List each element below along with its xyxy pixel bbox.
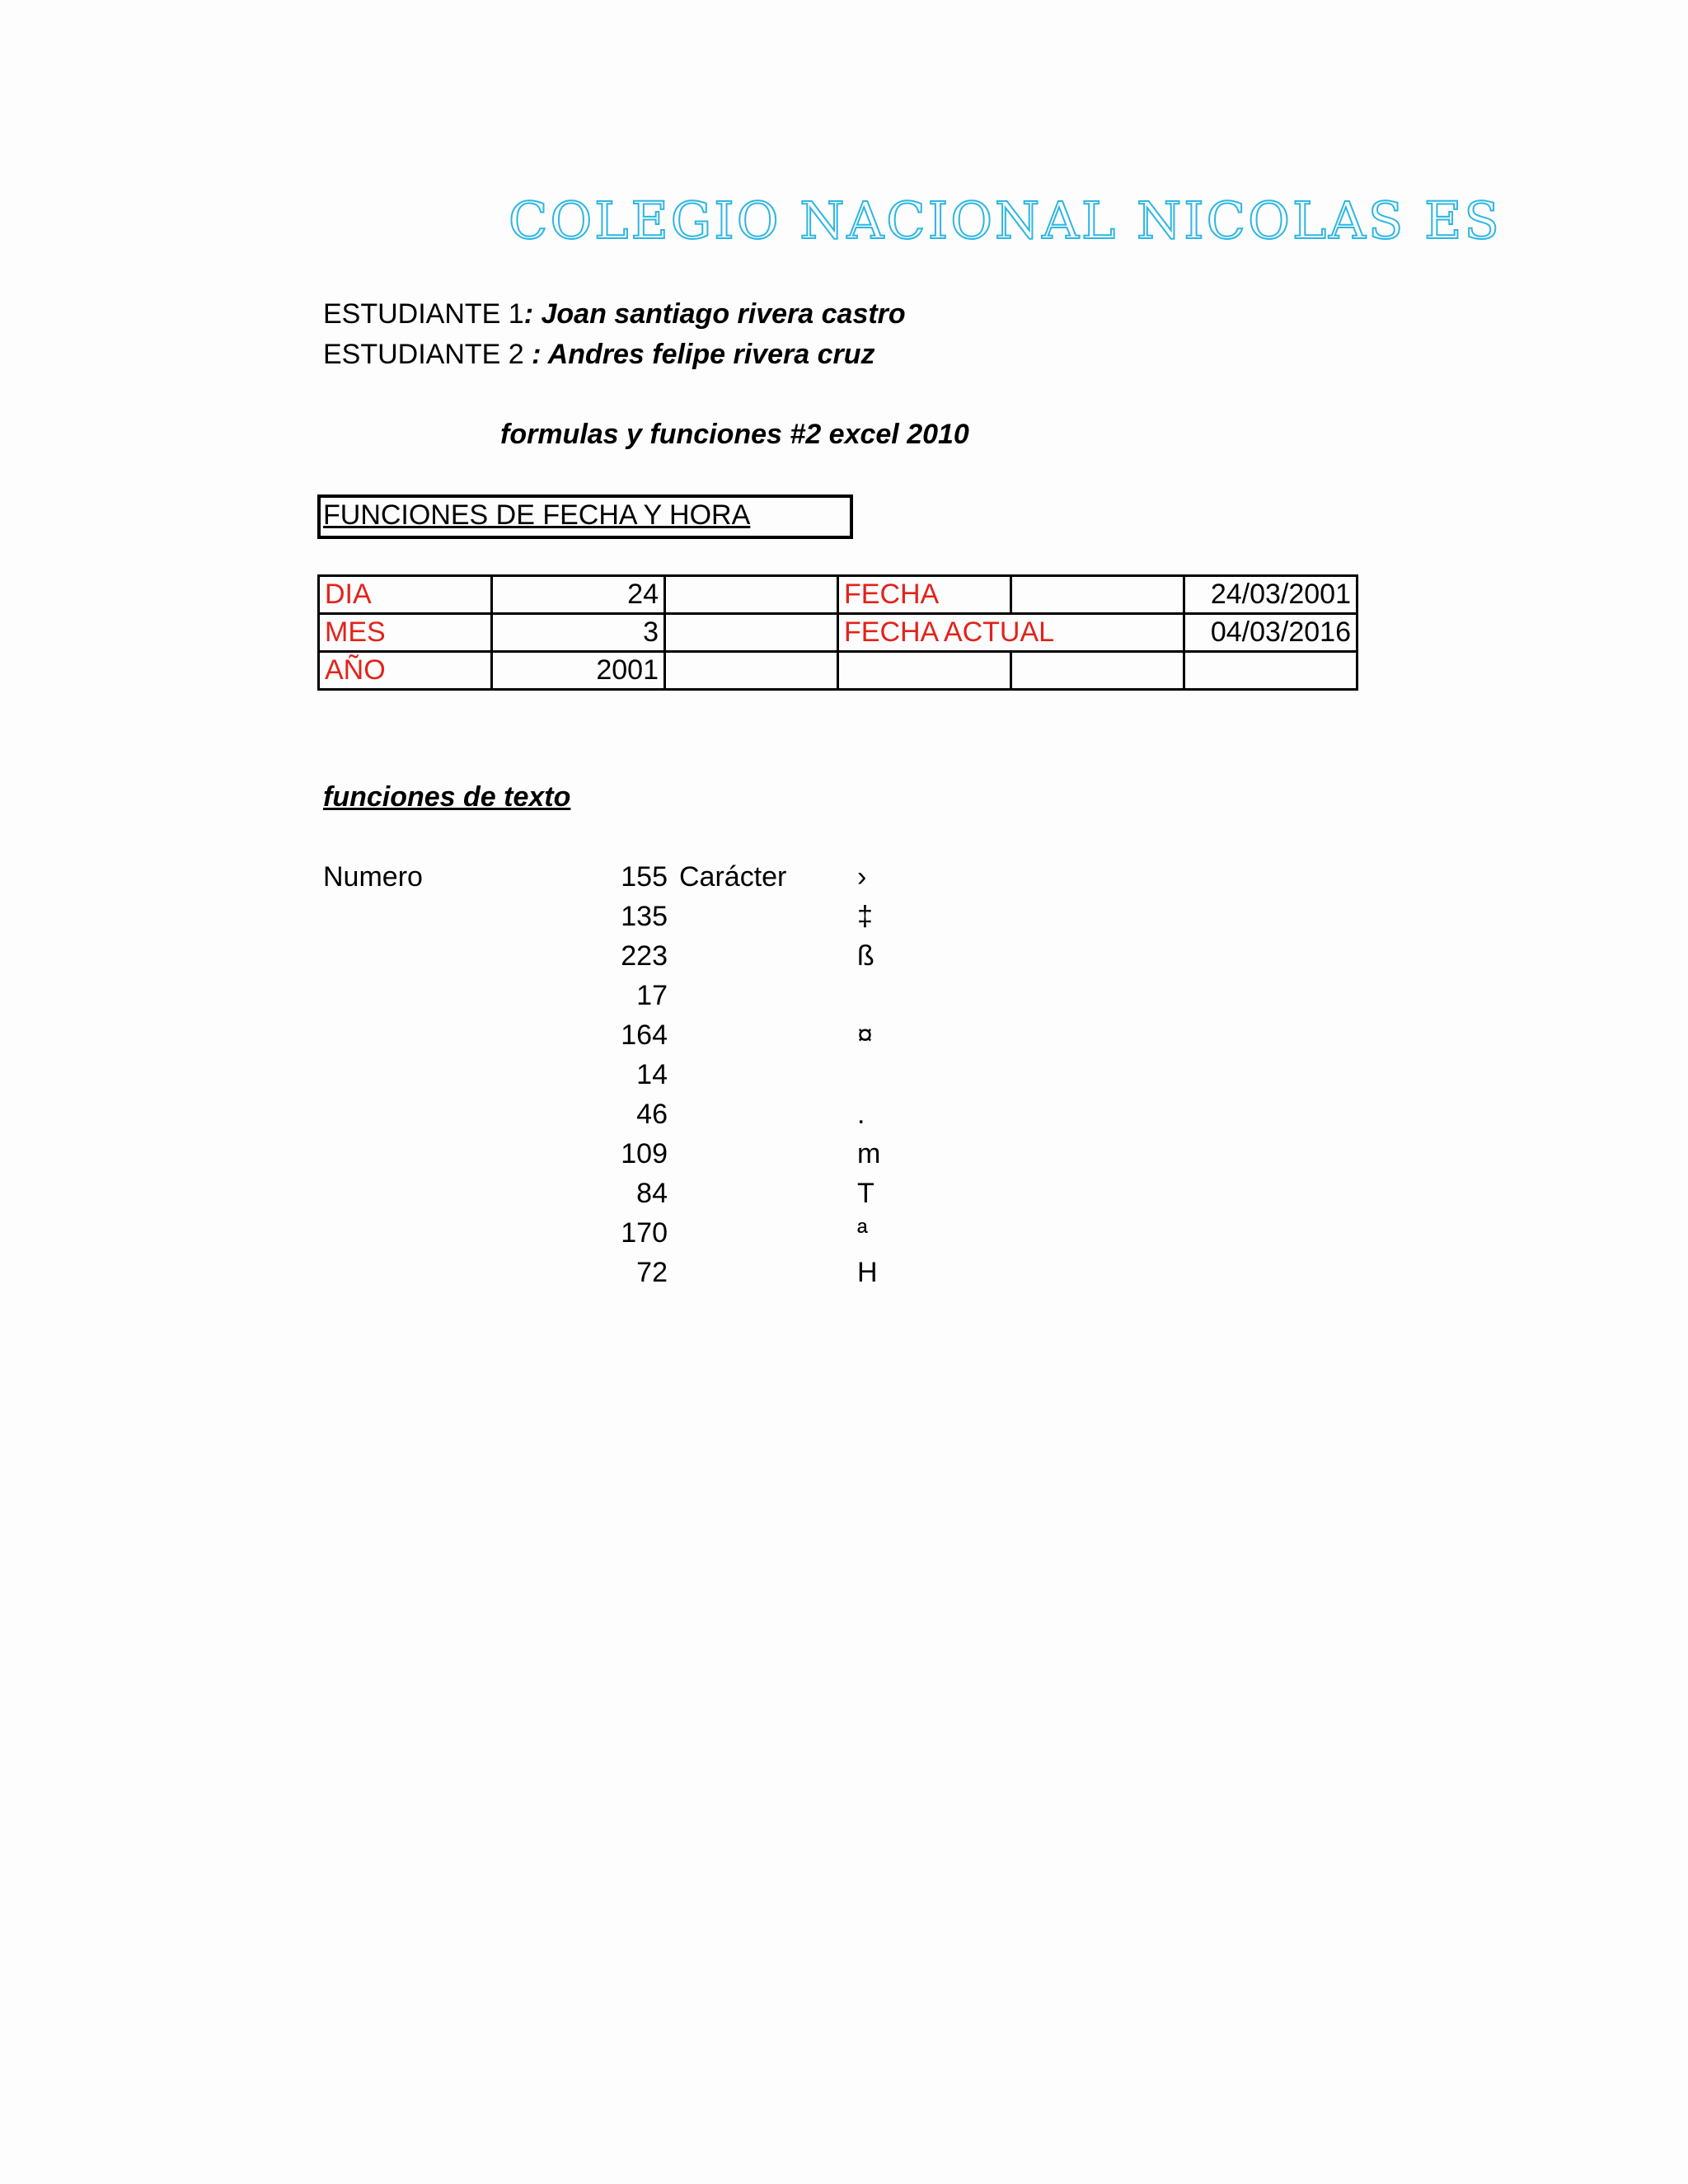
table-row: [319, 576, 1357, 614]
cell-fecha-value: 24/03/2001: [1184, 576, 1357, 614]
date-section-heading: FUNCIONES DE FECHA Y HORA: [323, 499, 751, 531]
student-1-line: [323, 296, 906, 332]
list-item: 155: [621, 861, 668, 893]
characters-column: [857, 857, 923, 1292]
cell-empty: [1184, 652, 1357, 690]
list-item: ß: [857, 940, 874, 972]
list-item: m: [857, 1138, 881, 1169]
list-item: [857, 1055, 923, 1094]
list-item: 46: [636, 1099, 668, 1130]
list-item: ª: [857, 1217, 868, 1249]
cell-dia-label: DIA: [319, 576, 492, 614]
list-item: 223: [621, 940, 668, 972]
list-item: ‡: [857, 901, 873, 932]
list-item: 17: [636, 980, 668, 1011]
cell-empty: [665, 576, 838, 614]
list-item: 164: [621, 1019, 668, 1051]
cell-fecha-actual-label: FECHA ACTUAL: [838, 614, 1184, 652]
student-1-label: ESTUDIANTE 1: [323, 298, 524, 330]
cell-ano-value: 2001: [492, 652, 665, 690]
cell-empty: [665, 652, 838, 690]
cell-empty: [838, 652, 1011, 690]
cell-fecha-actual-value: 04/03/2016: [1184, 614, 1357, 652]
table-row: [319, 652, 1357, 690]
cell-empty: [1011, 652, 1184, 690]
page-title: COLEGIO NACIONAL NICOLAS ES: [509, 190, 1502, 251]
cell-mes-value: 3: [492, 614, 665, 652]
caracter-label: Carácter: [679, 861, 787, 893]
text-section-heading: funciones de texto: [323, 781, 571, 813]
cell-ano-label: AÑO: [319, 652, 492, 690]
list-item: 170: [621, 1217, 668, 1249]
list-item: .: [857, 1099, 865, 1130]
cell-empty: [1011, 576, 1184, 614]
list-item: H: [857, 1257, 878, 1288]
table-row: [319, 614, 1357, 652]
cell-empty: [665, 614, 838, 652]
list-item: 14: [636, 1059, 668, 1090]
list-item: [857, 976, 923, 1015]
student-1-name: : Joan santiago rivera castro: [523, 298, 906, 330]
list-item: 84: [636, 1178, 668, 1209]
subtitle: formulas y funciones #2 excel 2010: [500, 419, 969, 450]
cell-dia-value: 24: [492, 576, 665, 614]
date-table: [317, 574, 1358, 691]
student-2-label: ESTUDIANTE 2: [323, 339, 524, 370]
list-item: 72: [636, 1257, 668, 1288]
list-item: 109: [621, 1138, 668, 1169]
numbers-column: [569, 857, 668, 1292]
list-item: 135: [621, 901, 668, 932]
cell-mes-label: MES: [319, 614, 492, 652]
cell-fecha-label: FECHA: [838, 576, 1011, 614]
list-item: ›: [857, 861, 867, 893]
numero-label: Numero: [323, 861, 423, 893]
list-item: ¤: [857, 1019, 873, 1051]
student-2-line: [323, 336, 875, 373]
student-2-name: : Andres felipe rivera cruz: [523, 339, 875, 370]
list-item: T: [857, 1178, 874, 1209]
